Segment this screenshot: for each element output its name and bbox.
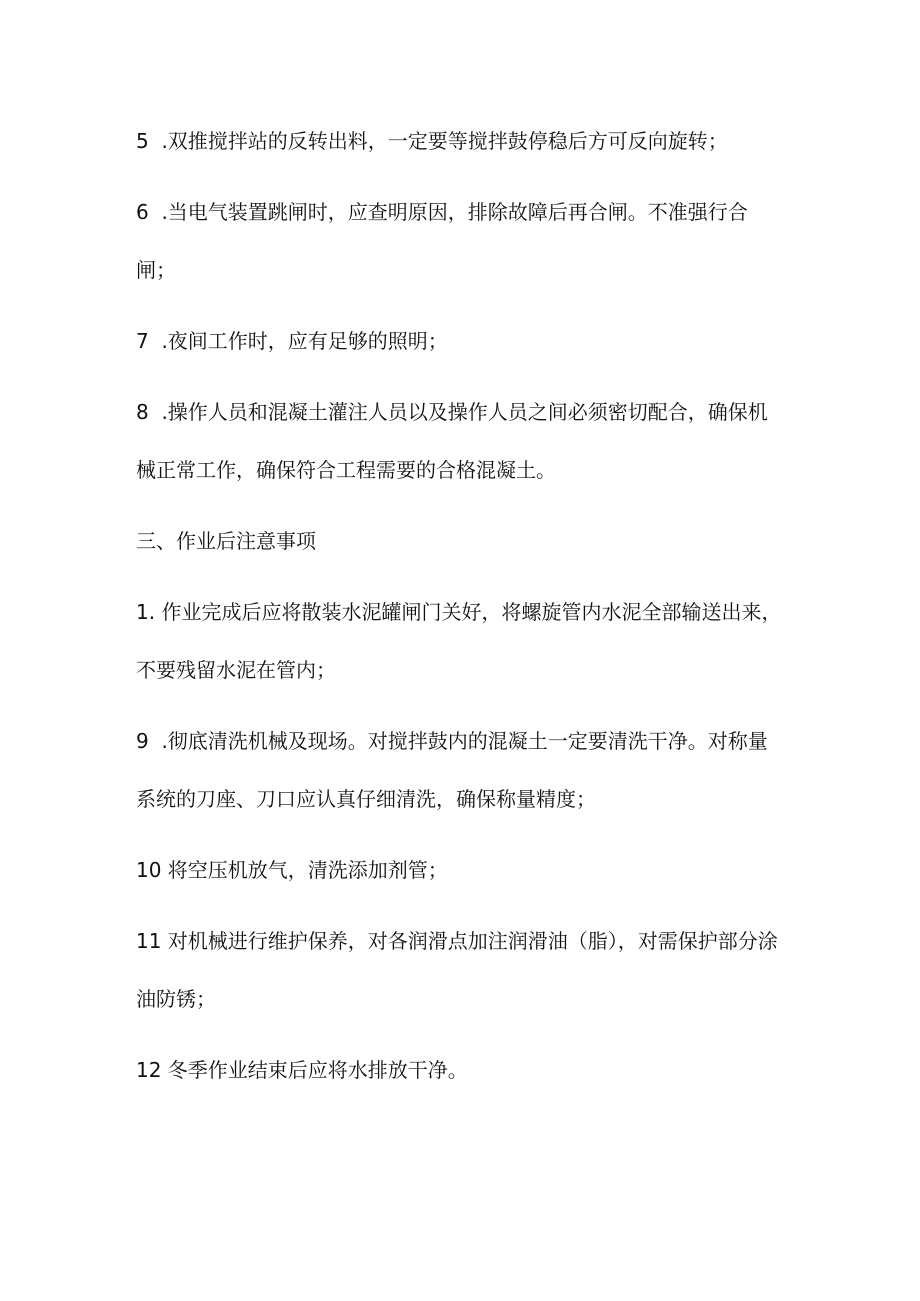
paragraph-item-8: 8 .操作人员和混凝土灌注人员以及操作人员之间必须密切配合，确保机械正常工作，确保符合工程需要的合格混凝土。 (136, 400, 768, 482)
paragraph-item-10: 10 将空压机放气，清洗添加剂管； (136, 858, 448, 882)
paragraph-item-5: 5 .双推搅拌站的反转出料，一定要等搅拌鼓停稳后方可反向旋转； (136, 129, 728, 153)
document-body (136, 112, 786, 1099)
paragraph-item-9: 9 .彻底清洗机械及现场。对搅拌鼓内的混凝土一定要清洗干净。对称量系统的刀座、刀口应认真仔细清洗，确保称量精度； (136, 729, 768, 811)
paragraph-item-11: 11 对机械进行维护保养，对各润滑点加注润滑油（脂），对需保护部分涂油防锈； (136, 929, 778, 1011)
section-heading: 三、作业后注意事项 (136, 529, 316, 553)
paragraph-item-12: 12 冬季作业结束后应将水排放干净。 (136, 1058, 468, 1082)
paragraph-item-6: 6 .当电气装置跳闸时，应查明原因，排除故障后再合闸。不准强行合闸； (136, 200, 748, 282)
paragraph-item-1: 1. 作业完成后应将散装水泥罐闸门关好，将螺旋管内水泥全部输送出来，不要残留水泥在管内； (136, 600, 782, 682)
paragraph-item-7: 7 .夜间工作时，应有足够的照明； (136, 329, 448, 353)
